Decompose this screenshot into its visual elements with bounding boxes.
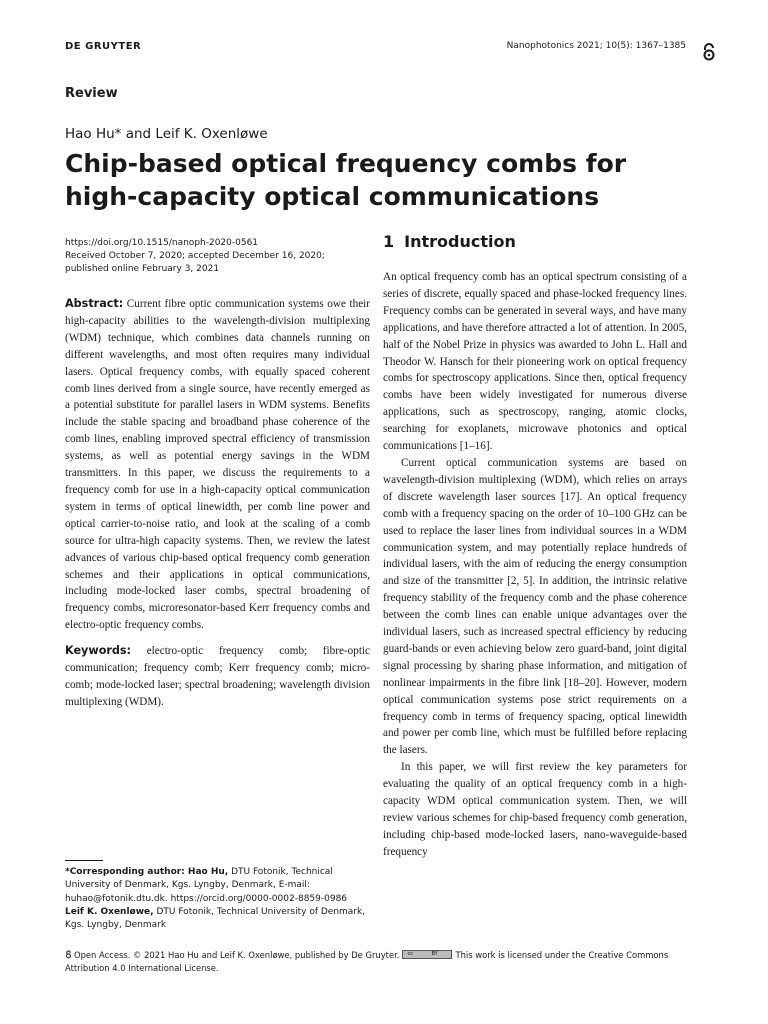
section-heading-introduction xyxy=(383,232,516,251)
footnote-divider xyxy=(65,860,103,861)
title-line-1: Chip-based optical frequency combs for xyxy=(65,149,627,178)
corresponding-author-label: *Corresponding author: Hao Hu, xyxy=(65,867,229,877)
abstract xyxy=(65,296,370,634)
by-badge-text: BY xyxy=(431,951,438,957)
cc-badge-text: cc xyxy=(407,951,413,957)
intro-paragraph-3: In this paper, we will first review the key parameters for evaluating the quality of an optical frequency comb in a high-capacity WDM optical communication system. Then, we will review various schemes for chip-based frequency comb generation, including chip-based mode-locked lasers, nano-waveguide-based frequency xyxy=(383,761,687,858)
published-date: published online February 3, 2021 xyxy=(65,264,220,274)
article-title xyxy=(65,147,715,213)
second-author-note xyxy=(65,906,375,933)
license-notice xyxy=(65,949,695,975)
intro-paragraph-1: An optical frequency comb has an optical spectrum consisting of a series of discrete, equally spaced and phase-locked frequency lines. Frequency combs can be generated in several ways, and have many applications, and have therefore attracted a lot of attention. In 2005, half of the Nobel Prize in physics was awarded to John L. Hall and Theodor W. Hansch for their pioneering work on optical frequency combs for spectroscopy applications. Since then, optical frequency combs have been widely investigated for numerous diverse applications, such as spectroscopy, ranging, atomic clocks, searching for exoplanets, microwave photonics and optical communications [1–16]. xyxy=(383,271,687,453)
open-access-icon xyxy=(701,43,717,61)
journal-reference: Nanophotonics 2021; 10(5): 1367–1385 xyxy=(506,41,686,51)
doi-link[interactable]: https://doi.org/10.1515/nanoph-2020-0561 xyxy=(65,238,259,248)
abstract-text: Current fibre optic communication systems owe their high-capacity abilities to the wavelength-division multiplexing (WDM) technique, which combines data channels running on different wavelengths, and most often requires many individual lasers. Optical frequency combs, with equally spaced coherent comb lines derived from a single source, have recently emerged as a potential substitute for parallel lasers in WDM systems. Benefits include the stable spacing and broadband phase coherence of the comb lines, enabling improved spectral efficiency of transmission systems, as well as potential energy savings in the WDM transmitters. In this paper, we discuss the requirements to a frequency comb for use in a high-capacity optical communication system in terms of optical linewidth, per comb line power and optical carrier-to-noise ratio, and look at the scaling of a comb source for ultra-high capacity systems. Then, we review the latest advances of various chip-based optical frequency comb generation schemes and their applications in optical communications, including mode-locked laser combs, spectral broadening of frequency combs, microresonator-based Kerr frequency combs and electro-optic frequency combs. xyxy=(65,298,371,632)
open-access-small-icon xyxy=(65,950,72,959)
keywords-text: electro-optic frequency comb; fibre-optic communication; frequency comb; Kerr frequency comb; micro-comb; mode-locked laser; spectral broadening; wavelength division multiplexing (WDM). xyxy=(65,645,371,708)
second-author-text: DTU Fotonik, Technical University of Denmark, Kgs. Lyngby, Denmark xyxy=(65,906,366,931)
publisher-name: DE GRUYTER xyxy=(65,41,142,52)
right-column xyxy=(383,269,687,861)
corresponding-author-text: DTU Fotonik, Technical University of Denmark, Kgs. Lyngby, Denmark, E-mail: huhao@fotonik.dtu.dk. https://orcid.org/0000-0002-8859-0986 xyxy=(65,867,348,904)
corresponding-author-note xyxy=(65,866,375,906)
title-line-2: high-capacity optical communications xyxy=(65,182,600,211)
license-text-start: Open Access. © 2021 Hao Hu and Leif K. Oxenløwe, published by De Gruyter. xyxy=(74,950,400,960)
left-column xyxy=(65,296,370,711)
intro-paragraph-2: Current optical communication systems are based on wavelength-division multiplexing (WDM), which relies on arrays of discrete wavelength laser sources [17]. An optical frequency comb with a frequency spacing on the order of 10–100 GHz can be used to replace the laser lines from individual sources in a WDM communication system, and may potentially replace hundreds of individual lasers, with the aim of reducing the energy consumption and size of the transmitter [2, 5]. In addition, the intrinsic relative frequency stability of the frequency comb and the phase coherence between the comb lines can enable unique advantages over the individual lasers, such as increased spectral efficiency by reducing guard-bands or even achieving below zero guard-band, joint digital signal processing by sharing phase information, and mitigation of nonlinear impairments in the fibre link [18–20]. However, modern optical communication systems pose strict requirements on a frequency comb in terms of frequency spacing, optical linewidth and power per comb line, which must be fulfilled before replacing the lasers. xyxy=(383,456,687,757)
section-number: 1 xyxy=(383,232,395,251)
license-text-end: This work is licensed under the Creative Commons Attribution 4.0 International License. xyxy=(65,950,669,973)
keywords-label: Keywords: xyxy=(65,644,132,658)
author-list: Hao Hu* and Leif K. Oxenløwe xyxy=(65,126,268,142)
cc-by-badge[interactable] xyxy=(402,950,452,959)
received-date: Received October 7, 2020; accepted December 16, 2020; xyxy=(65,251,325,261)
second-author-label: Leif K. Oxenløwe, xyxy=(65,906,154,917)
article-metadata xyxy=(65,237,365,276)
author-footnote xyxy=(65,866,375,932)
section-title: Introduction xyxy=(404,232,516,251)
keywords xyxy=(65,643,370,711)
article-type-label: Review xyxy=(65,86,118,101)
abstract-label: Abstract: xyxy=(65,297,124,310)
